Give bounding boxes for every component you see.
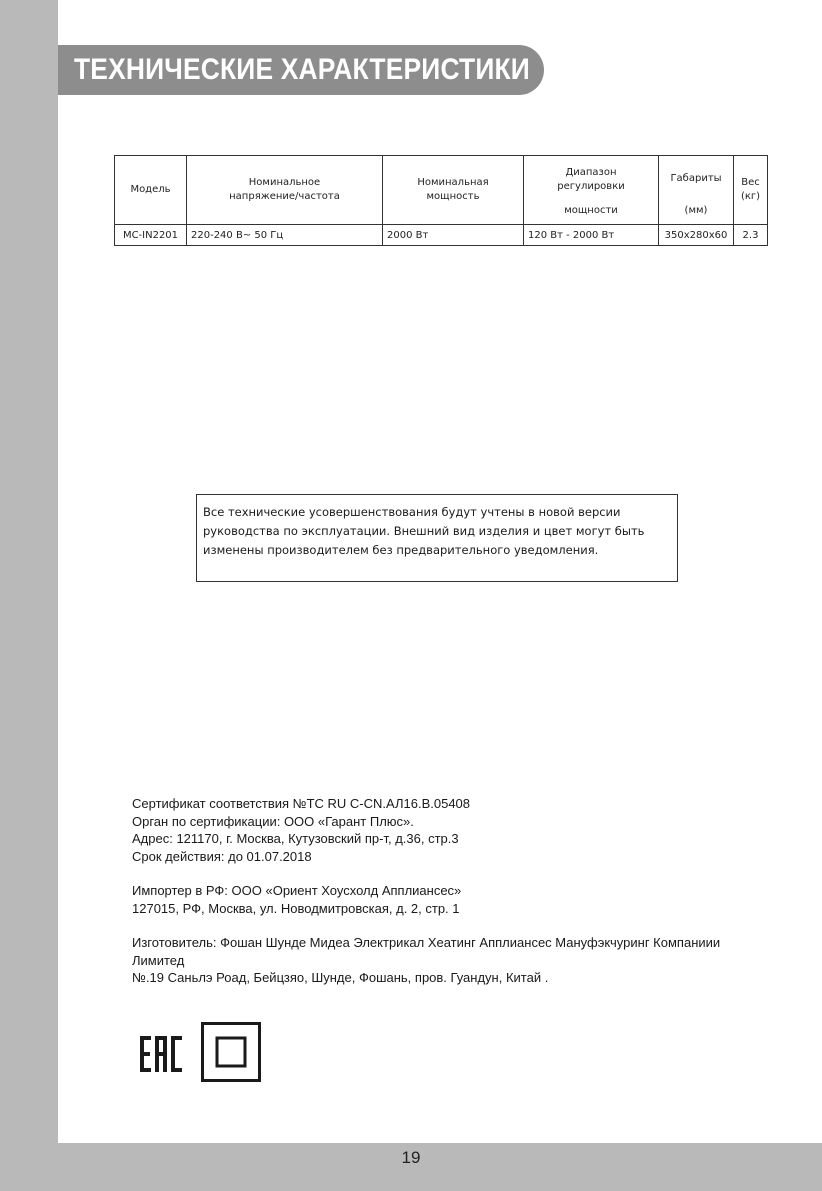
legal-info (132, 795, 782, 987)
specs-table (114, 155, 768, 246)
manufacturer-name: Изготовитель: Фошан Шунде Мидеа Электрикал Хеатинг Апплиансес Мануфэкчуринг Компаниии (132, 935, 721, 950)
certification-body: Орган по сертификации: ООО «Гарант Плюс». (132, 813, 414, 829)
left-margin-bar (0, 0, 58, 1191)
certificate-number: Сертификат соответствия №ТС RU C-CN.АЛ16.В.05408 (132, 796, 471, 811)
manufacturer-address: №.19 Саньлэ Роад, Бейцзяо, Шунде, Фошань, пров. Гуандун, Китай . (132, 970, 549, 985)
page-title: ТЕХНИЧЕСКИЕ ХАРАКТЕРИСТИКИ (74, 53, 530, 86)
notice-line: изменены производителем без предварительного уведомления. (203, 543, 599, 557)
cell-model: MC-IN2201 (115, 225, 187, 246)
eac-logo-icon (140, 1036, 184, 1072)
importer-name: Импортер в РФ: ООО «Ориент Хоусхолд Апплиансес» (132, 883, 462, 898)
cell-weight: 2.3 (734, 225, 768, 246)
page-number: 19 (401, 1148, 421, 1167)
cell-power: 2000 Вт (383, 225, 524, 246)
cell-voltage: 220-240 В~ 50 Гц (187, 225, 383, 246)
importer-address: 127015, РФ, Москва, ул. Новодмитровская, д. 2, стр. 1 (132, 900, 460, 916)
certificate-validity: Срок действия: до 01.07.2018 (132, 848, 312, 864)
column-header-weight: Вес (кг) (734, 156, 768, 225)
cell-range: 120 Вт - 2000 Вт (524, 225, 659, 246)
notice-box (196, 494, 678, 582)
column-header-voltage: Номинальное напряжение/частота (187, 156, 383, 225)
column-header-model: Модель (115, 156, 187, 225)
notice-line: руководства по эксплуатации. Внешний вид изделия и цвет могут быть (203, 524, 645, 538)
manufacturer-name-cont: Лимитед (132, 952, 185, 968)
certification-address: Адрес: 121170, г. Москва, Кутузовский пр-т, д.36, стр.3 (132, 831, 459, 846)
column-header-power: Номинальная мощность (383, 156, 524, 225)
table-row (115, 225, 768, 246)
cell-dimensions: 350x280x60 (659, 225, 734, 246)
column-header-dimensions: Габариты (мм) (659, 156, 734, 225)
double-insulation-icon (201, 1022, 261, 1082)
notice-line: Все технические усовершенствования будут учтены в новой версии (203, 505, 621, 519)
table-header-row (115, 156, 768, 225)
column-header-range: Диапазон регулировки мощности (524, 156, 659, 225)
